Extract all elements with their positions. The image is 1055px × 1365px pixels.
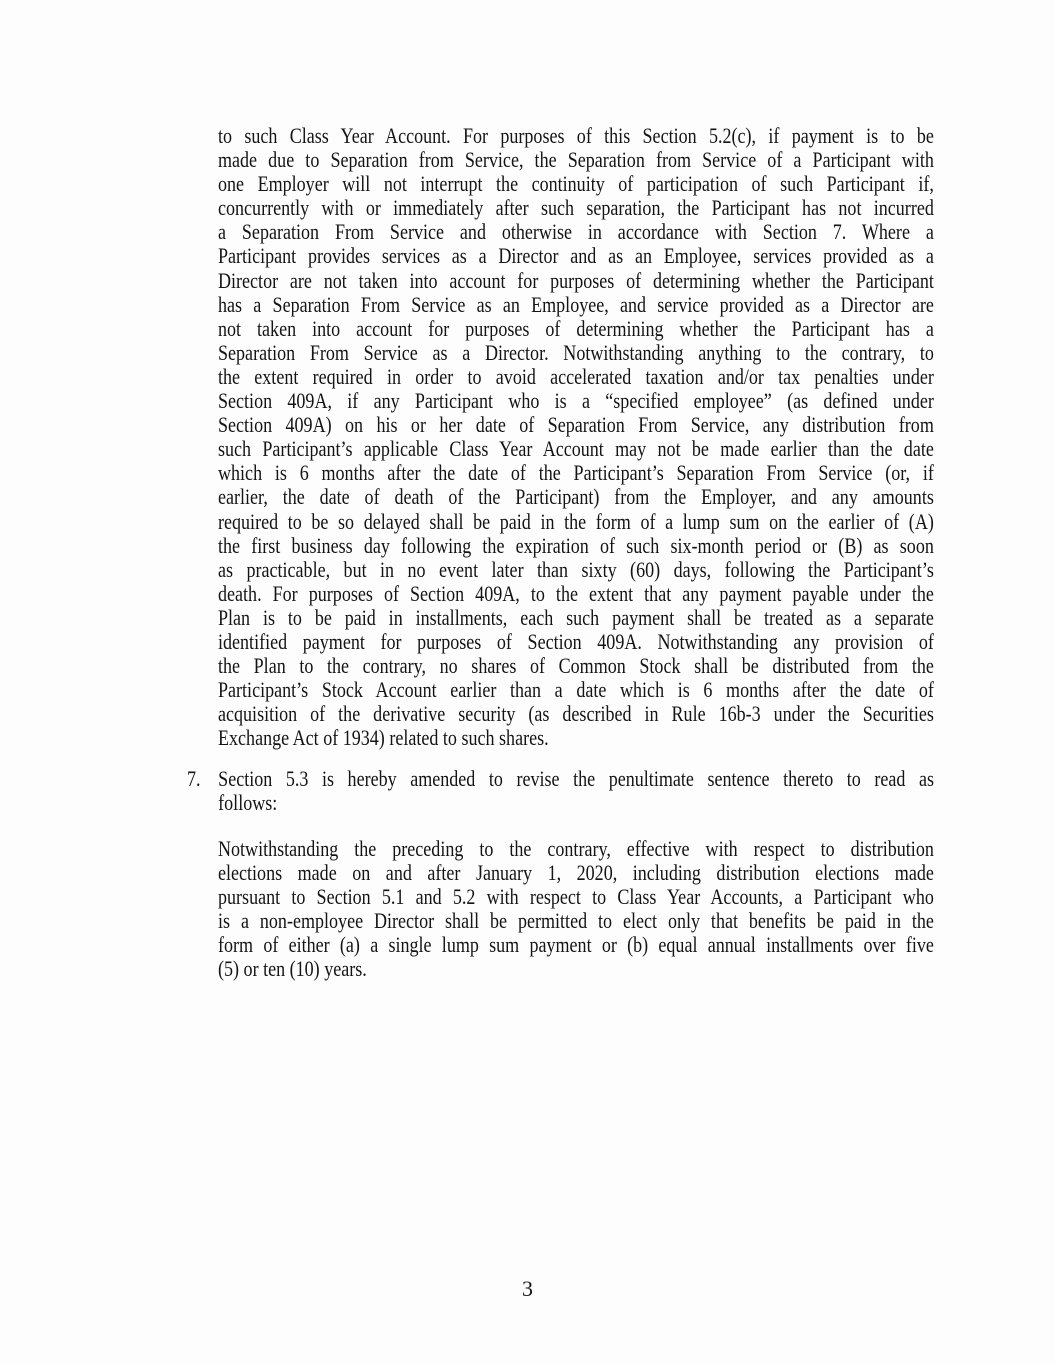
text-line: is a non-employee Director shall be permitted to elect only that benefits be paid in the: [218, 908, 934, 934]
text-line: Section 409A, if any Participant who is a “specified employee” (as defined under: [218, 388, 934, 414]
text-line: one Employer will not interrupt the continuity of participation of such Participant if,: [218, 171, 934, 197]
list-item-7-body: [218, 767, 934, 815]
text-line: Section 5.3 is hereby amended to revise the penultimate sentence thereto to read as: [218, 766, 935, 791]
text-line: Participant provides services as a Director and as an Employee, services provided as a: [218, 243, 934, 269]
page-number: 3: [522, 1276, 533, 1301]
paragraph-section-5-3-amendment: [218, 837, 934, 982]
text-line: elections made on and after January 1, 2020, including distribution elections made: [218, 860, 934, 886]
text-line: has a Separation From Service as an Employee, and service provided as a Director are: [218, 291, 934, 317]
text-line: death. For purposes of Section 409A, to the extent that any payment payable under the: [218, 580, 934, 606]
text-line: identified payment for purposes of Section 409A. Notwithstanding any provision of: [218, 628, 934, 654]
text-line: as practicable, but in no event later than sixty (60) days, following the Participant’s: [218, 556, 934, 582]
text-line: made due to Separation from Service, the Separation from Service of a Participant with: [218, 147, 934, 173]
text-line: (5) or ten (10) years.: [218, 956, 367, 982]
text-line: a Separation From Service and otherwise in accordance with Section 7. Where a: [218, 219, 934, 245]
list-item-7-marker: 7.: [187, 766, 201, 791]
text-line: Plan is to be paid in installments, each such payment shall be treated as a separate: [218, 604, 934, 630]
text-line: concurrently with or immediately after such separation, the Participant has not incurred: [218, 195, 934, 221]
text-line: earlier, the date of death of the Participant) from the Employer, and any amounts: [218, 484, 934, 510]
text-line: Exchange Act of 1934) related to such shares.: [218, 725, 549, 751]
text-line: the Plan to the contrary, no shares of Common Stock shall be distributed from the: [218, 653, 934, 679]
text-line: not taken into account for purposes of determining whether the Participant has a: [218, 315, 934, 341]
text-line: acquisition of the derivative security (as described in Rule 16b-3 under the Securities: [218, 701, 934, 727]
text-line: required to be so delayed shall be paid in the form of a lump sum on the earlier of (A): [218, 508, 934, 534]
text-line: form of either (a) a single lump sum payment or (b) equal annual installments over five: [218, 932, 934, 958]
paragraph-section-5-2c: [218, 124, 934, 750]
text-line: to such Class Year Account. For purposes of this Section 5.2(c), if payment is to be: [218, 123, 934, 148]
text-line: such Participant’s applicable Class Year Account may not be made earlier than the date: [218, 436, 934, 462]
list-item-7: [187, 767, 934, 815]
text-line: the first business day following the expiration of such six-month period or (B) as soon: [218, 532, 934, 558]
text-line: the extent required in order to avoid accelerated taxation and/or tax penalties under: [218, 363, 934, 389]
text-line: Participant’s Stock Account earlier than a date which is 6 months after the date of: [218, 677, 934, 703]
text-line: follows:: [218, 790, 278, 816]
text-line: Section 409A) on his or her date of Separation From Service, any distribution from: [218, 412, 934, 438]
text-line: Notwithstanding the preceding to the contrary, effective with respect to distribution: [218, 836, 934, 861]
text-line: pursuant to Section 5.1 and 5.2 with respect to Class Year Accounts, a Participant who: [218, 884, 934, 910]
text-line: Director are not taken into account for purposes of determining whether the Participant: [218, 267, 934, 293]
text-line: which is 6 months after the date of the Participant’s Separation From Service (or, if: [218, 460, 934, 486]
text-line: Separation From Service as a Director. Notwithstanding anything to the contrary, to: [218, 339, 934, 365]
